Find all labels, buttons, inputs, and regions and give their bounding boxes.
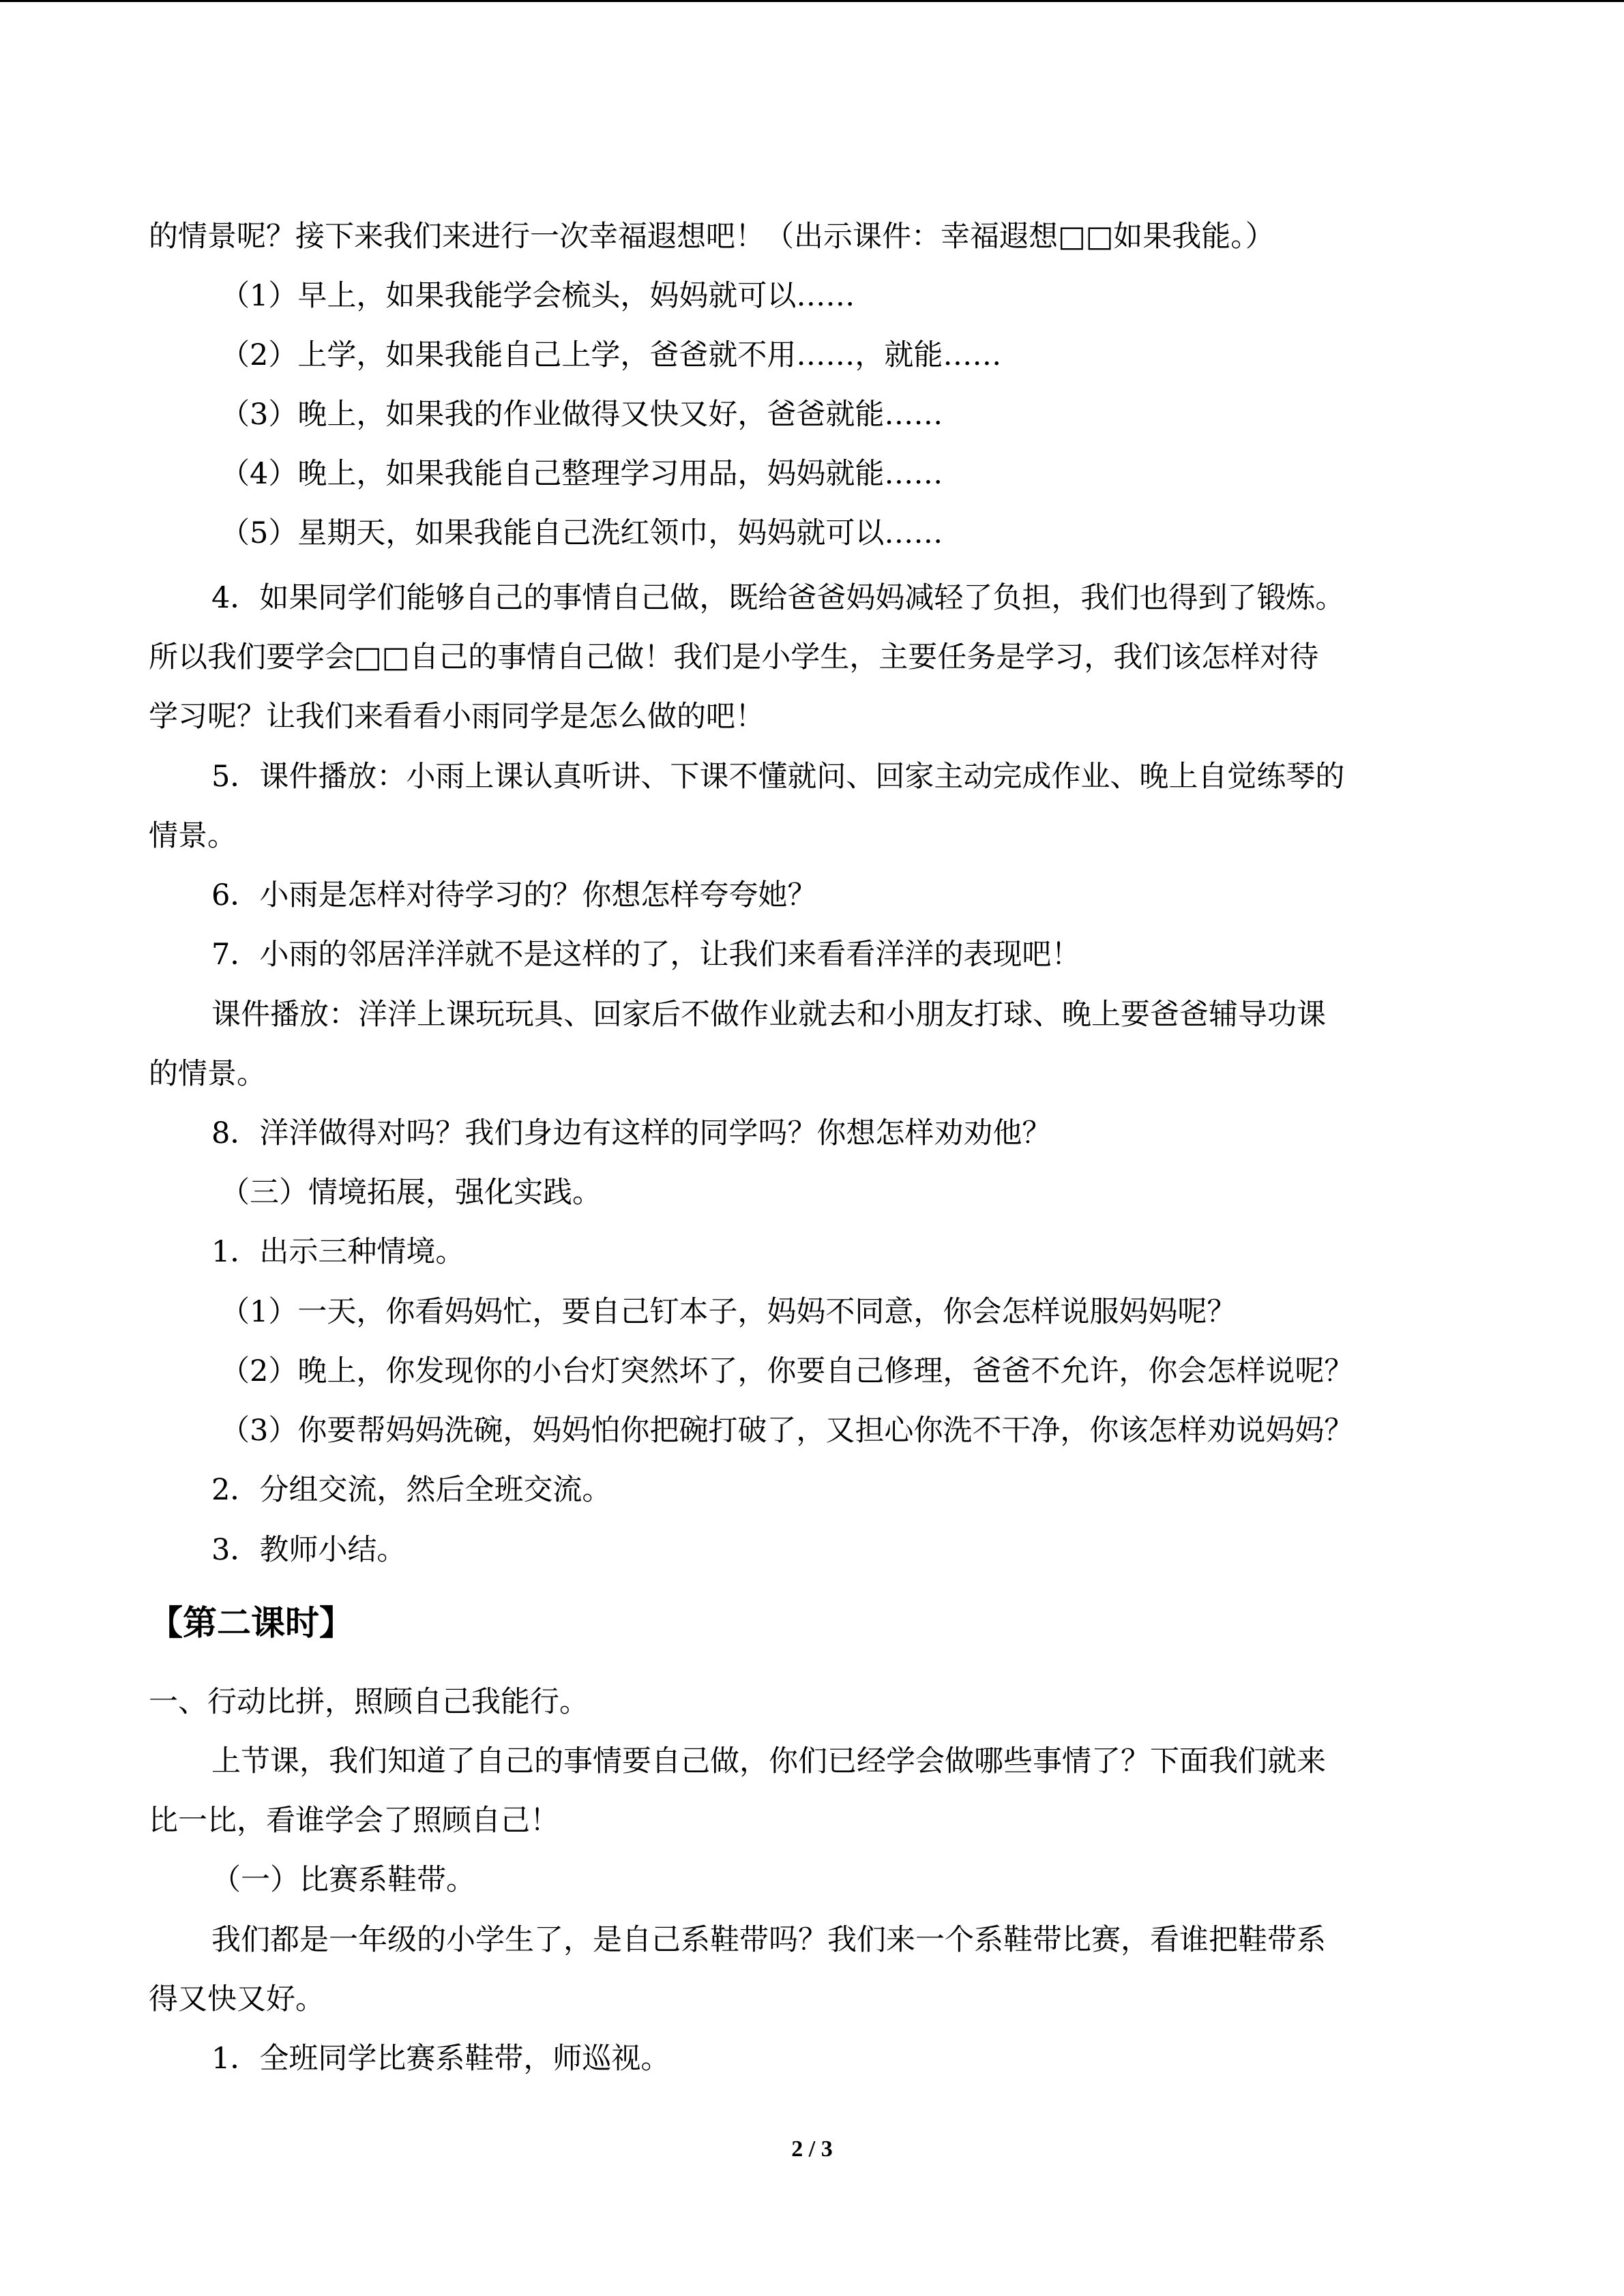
paragraph-line: 2．分组交流，然后全班交流。 <box>211 1473 612 1507</box>
paragraph-line: 的情景呢？接下来我们来进行一次幸福遐想吧！（出示课件：幸福遐想□□如果我能。） <box>149 220 1275 254</box>
paragraph-line: （3）晚上，如果我的作业做得又快又好，爸爸就能…… <box>220 398 943 432</box>
paragraph-line: 4．如果同学们能够自己的事情自己做，既给爸爸妈妈减轻了负担，我们也得到了锻炼。 <box>211 581 1345 615</box>
paragraph-line: 1．全班同学比赛系鞋带，师巡视。 <box>211 2042 670 2076</box>
paragraph-line: （1）早上，如果我能学会梳头，妈妈就可以…… <box>220 279 855 313</box>
paragraph-line: 7．小雨的邻居洋洋就不是这样的了，让我们来看看洋洋的表现吧！ <box>211 938 1081 972</box>
paragraph-line: 1．出示三种情境。 <box>211 1235 465 1269</box>
paragraph-line: 一、行动比拼，照顾自己我能行。 <box>149 1685 589 1719</box>
paragraph-line: （2）上学，如果我能自己上学，爸爸就不用……，就能…… <box>220 338 1002 372</box>
paragraph-line: 所以我们要学会□□自己的事情自己做！我们是小学生，主要任务是学习，我们该怎样对待 <box>149 640 1319 674</box>
paragraph-line: 8．洋洋做得对吗？我们身边有这样的同学吗？你想怎样劝劝他？ <box>211 1116 1052 1150</box>
paragraph-line: （3）你要帮妈妈洗碗，妈妈怕你把碗打破了，又担心你洗不干净，你该怎样劝说妈妈？ <box>220 1414 1354 1448</box>
paragraph-line: 得又快又好。 <box>149 1982 325 2016</box>
paragraph-line: 的情景。 <box>149 1057 266 1091</box>
paragraph-line: 学习呢？让我们来看看小雨同学是怎么做的吧！ <box>149 700 765 734</box>
paragraph-line: 比一比，看谁学会了照顾自己！ <box>149 1804 559 1838</box>
paragraph-line: 上节课，我们知道了自己的事情要自己做，你们已经学会做哪些事情了？下面我们就来 <box>211 1744 1326 1778</box>
paragraph-line: 3．教师小结。 <box>211 1533 407 1567</box>
paragraph-line: 5．课件播放：小雨上课认真听讲、下课不懂就问、回家主动完成作业、晚上自觉练琴的 <box>211 760 1345 794</box>
section-heading: 【第二课时】 <box>149 1603 353 1643</box>
paragraph-line: （4）晚上，如果我能自己整理学习用品，妈妈就能…… <box>220 457 943 491</box>
paragraph-line: 我们都是一年级的小学生了，是自己系鞋带吗？我们来一个系鞋带比赛，看谁把鞋带系 <box>211 1923 1326 1957</box>
paragraph-line: （5）星期天，如果我能自己洗红领巾，妈妈就可以…… <box>220 516 943 550</box>
paragraph-line: （一）比赛系鞋带。 <box>211 1863 475 1897</box>
paragraph-line: （三）情境拓展，强化实践。 <box>220 1176 602 1210</box>
paragraph-line: 课件播放：洋洋上课玩玩具、回家后不做作业就去和小朋友打球、晚上要爸爸辅导功课 <box>211 998 1326 1032</box>
paragraph-line: （1）一天，你看妈妈忙，要自己钉本子，妈妈不同意，你会怎样说服妈妈呢？ <box>220 1295 1237 1329</box>
paragraph-line: 情景。 <box>149 819 237 853</box>
paragraph-line: （2）晚上，你发现你的小台灯突然坏了，你要自己修理，爸爸不允许，你会怎样说呢？ <box>220 1354 1354 1388</box>
page-number: 2 / 3 <box>791 2136 833 2162</box>
paragraph-line: 6．小雨是怎样对待学习的？你想怎样夸夸她？ <box>211 878 817 912</box>
